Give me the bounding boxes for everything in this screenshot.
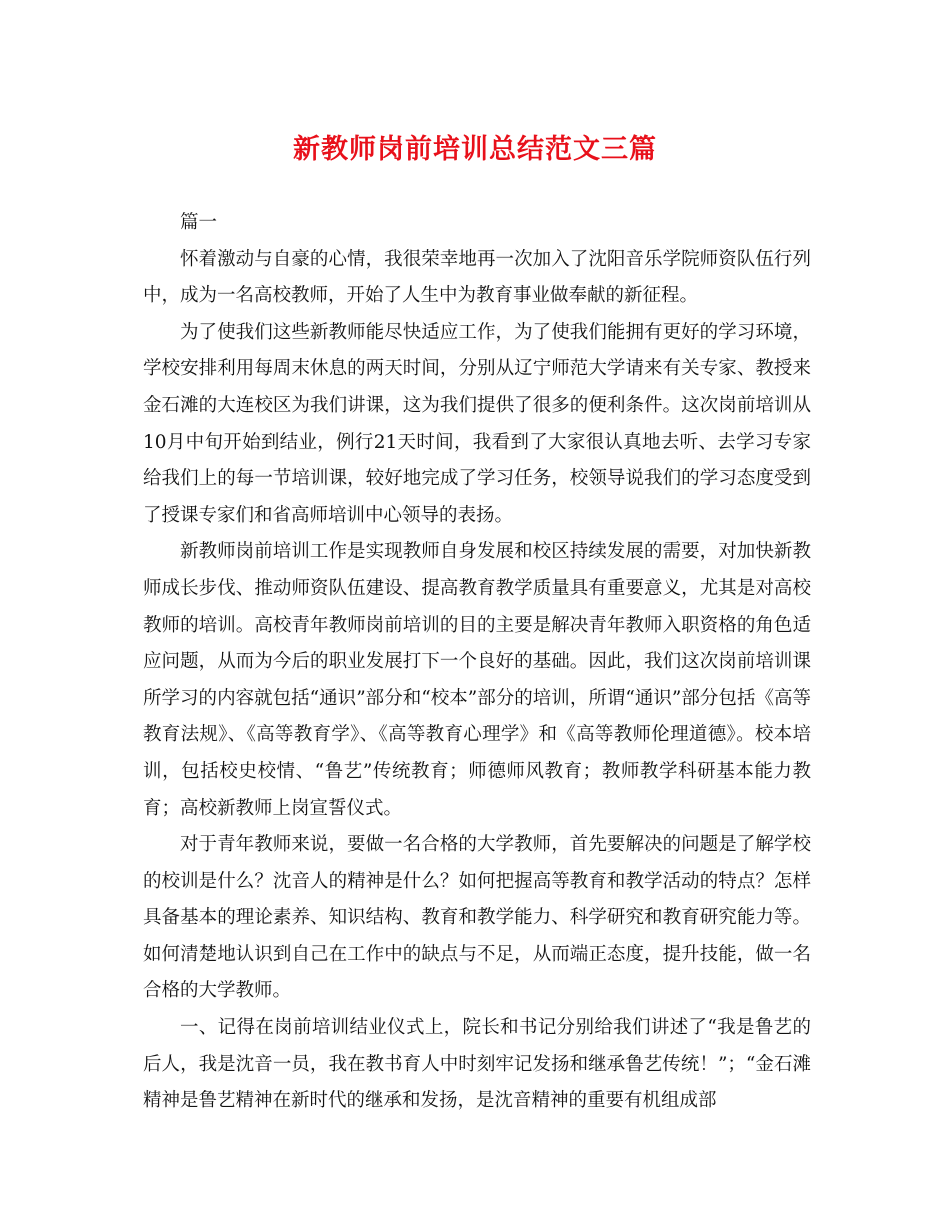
page-title: 新教师岗前培训总结范文三篇: [293, 134, 657, 165]
document-body: [143, 205, 811, 1120]
paragraph: 为了使我们这些新教师能尽快适应工作，为了使我们能拥有更好的学习环境，学校安排利用每周末休息的两天时间，分别从辽宁师范大学请来有关专家、教授来金石滩的大连校区为我们讲课，这为我们提供了很多的便利条件。这次岗前培训从10月中旬开始到结业，例行21天时间，我看到了大家很认真地去听、去学习专家给我们上的每一节培训课，较好地完成了学习任务，校领导说我们的学习态度受到了授课专家们和省高师培训中心领导的表扬。: [143, 321, 811, 526]
paragraph: 一、记得在岗前培训结业仪式上，院长和书记分别给我们讲述了“我是鲁艺的后人，我是沈音一员，我在教书育人中时刻牢记发扬和继承鲁艺传统！”；“金石滩精神是鲁艺精神在新时代的继承和发扬，是沈音精神的重要有机组成部: [143, 1017, 811, 1112]
paragraph: 怀着激动与自豪的心情，我很荣幸地再一次加入了沈阳音乐学院师资队伍行列中，成为一名高校教师，开始了人生中为教育事业做奉献的新征程。: [143, 248, 811, 307]
paragraph: 对于青年教师来说，要做一名合格的大学教师，首先要解决的问题是了解学校的校训是什么？沈音人的精神是什么？如何把握高等教育和教学活动的特点？怎样具备基本的理论素养、知识结构、教育和教学能力、科学研究和教育研究能力等。如何清楚地认识到自己在工作中的缺点与不足，从而端正态度，提升技能，做一名合格的大学教师。: [143, 834, 811, 1002]
paragraph: 新教师岗前培训工作是实现教师自身发展和校区持续发展的需要，对加快新教师成长步伐、推动师资队伍建设、提高教育教学质量具有重要意义，尤其是对高校教师的培训。高校青年教师岗前培训的目的主要是解决青年教师入职资格的角色适应问题，从而为今后的职业发展打下一个良好的基础。因此，我们这次岗前培训课所学习的内容就包括“通识”部分和“校本”部分的培训，所谓“通识”部分包括《高等教育法规》、《高等教育学》、《高等教育心理学》和《高等教师伦理道德》。校本培训，包括校史校情、“鲁艺”传统教育；师德师风教育；教师教学科研基本能力教育；高校新教师上岗宣誓仪式。: [143, 541, 811, 819]
section-label: 篇一: [180, 212, 218, 233]
